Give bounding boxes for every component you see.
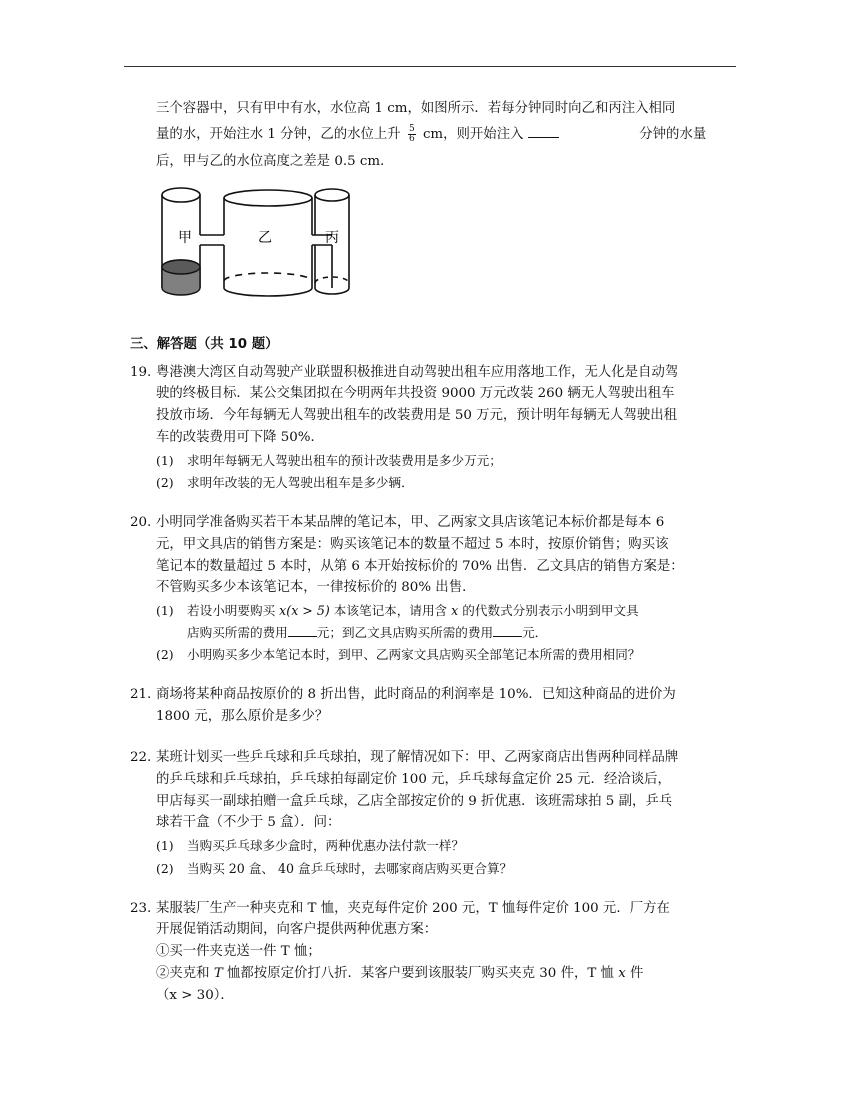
intro-line-2 [156,125,706,144]
q23-line: 开展促销活动期间，向客户提供两种优惠方案： [156,922,438,937]
section-title: 三、解答题（共 10 题） [130,337,279,352]
q20-sub2-label: (2) [156,647,174,662]
q20-sub1-math: x(x > 5) [279,603,330,618]
q19-sub1: 求明年每辆无人驾驶出租车的预计改装费用是多少万元； [187,453,502,468]
q23-option-3: （x > 30）． [156,988,234,1003]
q20-line: 不管购买多少本该笔记本，一律按标价的 80% 出售． [156,580,476,595]
label-jia: 甲 [178,230,192,246]
intro-line-2-b: cm，则开始注入 [422,127,524,142]
q19-line: 车的改装费用可下降 50%． [156,430,324,445]
answer-blank[interactable] [493,624,522,637]
q19-sub2-label: (2) [156,475,174,490]
q23-option-2 [156,966,643,982]
q19-line: 驶的终极目标．某公交集团拟在今明两年共投资 9000 万元改装 260 辆无人驾驶出租车 [156,386,675,401]
label-bing: 丙 [325,230,339,246]
answer-blank[interactable] [288,624,317,637]
q20-sub1-c: 的代数式分别表示小明到甲文具 [462,603,639,618]
q20-sub1-line2-b: 元；到乙文具店购买所需的费用 [316,625,494,640]
q19-sub2: 求明年改装的无人驾驶出租车是多少辆． [187,475,414,490]
q22-sub2-label: (2) [156,861,174,876]
intro-line-2-c: 分钟的水量 [639,127,707,142]
answer-blank[interactable] [528,125,559,138]
q20-sub1-line2 [187,624,547,641]
q22-line: 球若干盒（不少于 5 盒）．问： [156,815,341,830]
q22-sub1-label: (1) [156,838,174,853]
q22-number: 22. [130,750,152,765]
q22-sub2: 当购买 20 盒、 40 盒乒乓球时，去哪家商店购买更合算？ [187,861,513,876]
bing-top-ellipse [315,189,349,201]
q20-sub1-label: (1) [156,603,174,618]
intro-line-1: 三个容器中，只有甲中有水，水位高 1 cm，如图所示．若每分钟同时向乙和丙注入相同 [156,101,676,116]
label-yi: 乙 [258,230,272,246]
q22-line: 的乒乓球和乒乓球拍，乒乓球拍每副定价 100 元，乒乓球每盒定价 25 元．经洽谈后， [156,772,671,787]
q21-line: 商场将某种商品按原价的 8 折出售，此时商品的利润率是 10%．已知这种商品的进价为 [156,687,676,702]
q20-sub1-a: 若设小明要购买 [187,603,276,618]
yi-top-ellipse [224,190,312,206]
q21-number: 21. [130,687,152,702]
q19-line: 粤港澳大湾区自动驾驶产业联盟积极推进自动驾驶出租车应用落地工作，无人化是自动驾 [156,365,679,380]
q23-number: 23. [130,901,152,916]
q23-option-1: ①买一件夹克送一件 T 恤； [156,944,321,959]
q20-sub1-x: x [451,603,459,618]
q20-line: 元，甲文具店的销售方案是：购买该笔记本的数量不超过 5 本时，按原价销售；购买该 [156,537,669,552]
q20-sub1 [187,603,639,619]
q19-line: 投放市场．今年每辆无人驾驶出租车的改装费用是 50 万元，预计明年每辆无人驾驶出租 [156,408,678,423]
q20-sub2: 小明购买多少本笔记本时，到甲、乙两家文具店购买全部笔记本所需的费用相同？ [187,647,641,662]
intro-line-2-a: 量的水，开始注水 1 分钟，乙的水位上升 [156,127,401,142]
q23-option-2-a: ②夹克和 [156,966,210,981]
q22-sub1: 当购买乒乓球多少盒时，两种优惠办法付款一样？ [187,838,465,853]
q20-number: 20. [130,515,152,530]
q22-line: 甲店每买一副球拍赠一盒乒乓球，乙店全部按定价的 9 折优惠．该班需球拍 5 副，乒乓 [156,794,673,809]
q23-option-2-x: x [618,966,626,981]
containers-figure [158,185,350,301]
q20-line: 笔记本的数量超过 5 本时，从第 6 本开始按标价的 70% 出售．乙文具店的销售方案是： [156,559,684,574]
q23-option-2-c: 件 [630,966,644,981]
q20-sub1-line2-c: 元． [522,625,548,640]
q21-line: 1800 元，那么原价是多少？ [156,709,329,724]
header-rule [124,66,736,67]
q19-number: 19. [130,365,152,380]
q20-sub1-line2-a: 店购买所需的费用 [187,625,288,640]
q20-line: 小明同学准备购买若干本某品牌的笔记本，甲、乙两家文具店该笔记本标价都是每本 6 [156,515,665,530]
q23-option-2-b: 恤都按原定价打八折．某客户要到该服装厂购买夹克 30 件，T 恤 [227,966,614,981]
fraction-5-6 [408,125,416,144]
q19-sub1-label: (1) [156,453,174,468]
q22-line: 某班计划买一些乒乓球和乒乓球拍，现了解情况如下：甲、乙两家商店出售两种同样品牌 [156,750,679,765]
q23-option-2-T: T [213,966,223,981]
intro-line-3: 后，甲与乙的水位高度之差是 0.5 cm． [156,154,394,169]
q23-line: 某服装厂生产一种夹克和 T 恤，夹克每件定价 200 元，T 恤每件定价 100 元．厂方在 [156,901,670,916]
jia-top-ellipse [162,188,200,202]
fraction-denominator: 6 [408,134,415,144]
fraction-numerator: 5 [408,124,415,134]
q20-sub1-b: 本该笔记本，请用含 [333,603,448,618]
